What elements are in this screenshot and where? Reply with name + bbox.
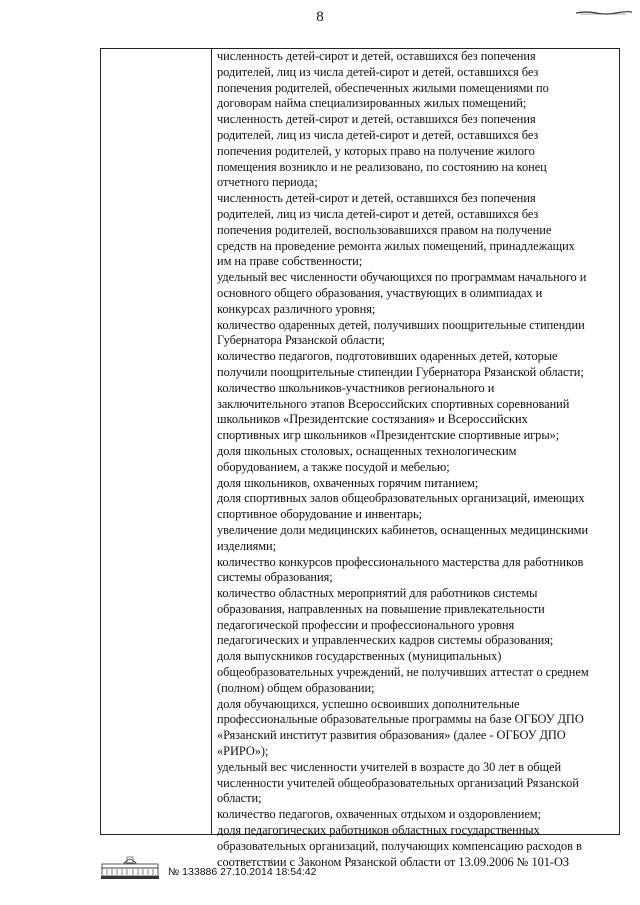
text-line: родителей, лиц из числа детей-сирот и детей, оставшихся без: [217, 127, 539, 142]
text-line: спортивных игр школьников «Президентские спортивные игры»;: [217, 428, 560, 443]
text-line: помещения возникло и не реализовано, по состоянию на конец: [217, 159, 547, 174]
text-line: педагогической профессии и профессионального уровня: [217, 617, 515, 632]
indicator-list: [217, 49, 615, 870]
text-line: количество педагогов, охваченных отдыхом и оздоровлением;: [217, 807, 541, 822]
table-column-divider: [211, 48, 212, 835]
text-line: школьников «Президентские состязания» и Всероссийских: [217, 412, 528, 427]
text-line: численности учителей общеобразовательных организаций Рязанской: [217, 775, 579, 790]
text-line: попечения родителей, обеспеченных жилыми помещениями по: [217, 80, 549, 95]
text-line: основного общего образования, участвующих в олимпиадах и: [217, 285, 543, 300]
text-line: доля спортивных залов общеобразовательных организаций, имеющих: [217, 491, 585, 506]
text-line: получили поощрительные стипендии Губернатора Рязанской области;: [217, 364, 584, 379]
text-line: удельный вес численности учителей в возрасте до 30 лет в общей: [217, 759, 562, 774]
text-line: средств на проведение ремонта жилых помещений, принадлежащих: [217, 238, 575, 253]
text-line: количество одаренных детей, получивших поощрительные стипендии: [217, 317, 585, 332]
building-seal-icon: [100, 855, 160, 881]
text-line: родителей, лиц из числа детей-сирот и детей, оставшихся без: [217, 206, 539, 221]
registration-stamp: № 133886 27.10.2014 18:54:42: [168, 866, 317, 878]
text-line: попечения родителей, воспользовавшихся правом на получение: [217, 222, 552, 237]
text-line: Губернатора Рязанской области;: [217, 333, 385, 348]
text-line: численность детей-сирот и детей, оставшихся без попечения: [217, 112, 536, 127]
text-line: численность детей-сирот и детей, оставшихся без попечения: [217, 191, 536, 206]
text-line: доля школьников, охваченных горячим питанием;: [217, 475, 479, 490]
corner-scribble-icon: [576, 10, 632, 16]
text-line: изделиями;: [217, 538, 277, 553]
text-line: заключительного этапов Всероссийских спортивных соревнований: [217, 396, 570, 411]
text-line: удельный вес численности обучающихся по программам начального и: [217, 270, 587, 285]
text-line: педагогических и управленческих кадров системы образования;: [217, 633, 554, 648]
text-line: количество школьников-участников регионального и: [217, 380, 495, 395]
text-line: образовательных организаций, получающих компенсацию расходов в: [217, 838, 582, 853]
text-line: доля педагогических работников областных государственных: [217, 823, 540, 838]
text-line: доля обучающихся, успешно освоивших дополнительные: [217, 696, 520, 711]
text-line: оборудованием, а также посудой и мебелью;: [217, 459, 450, 474]
text-line: общеобразовательных учреждений, не получивших аттестат о среднем: [217, 665, 589, 680]
text-line: системы образования;: [217, 570, 333, 585]
text-line: количество конкурсов профессионального мастерства для работников: [217, 554, 584, 569]
document-footer: [100, 855, 520, 895]
text-line: численность детей-сирот и детей, оставшихся без попечения: [217, 49, 536, 63]
text-line: соответствии с Законом Рязанской области от 13.09.2006 № 101-ОЗ: [217, 854, 570, 869]
text-line: количество педагогов, подготовивших одаренных детей, которые: [217, 349, 558, 364]
text-line: (полном) общем образовании;: [217, 680, 375, 695]
text-line: области;: [217, 791, 262, 806]
text-line: им на праве собственности;: [217, 254, 363, 269]
text-line: попечения родителей, у которых право на получение жилого: [217, 143, 535, 158]
text-line: доля выпускников государственных (муниципальных): [217, 649, 502, 664]
text-line: спортивное оборудование и инвентарь;: [217, 507, 422, 522]
text-line: образования, направленных на повышение привлекательности: [217, 601, 545, 616]
text-line: «Рязанский институт развития образования» (далее - ОГБОУ ДПО: [217, 728, 566, 743]
text-line: профессиональные образовательные программы на базе ОГБОУ ДПО: [217, 712, 584, 727]
page-number: 8: [316, 9, 324, 25]
text-line: отчетного периода;: [217, 175, 318, 190]
text-line: доля школьных столовых, оснащенных технологическим: [217, 443, 517, 458]
text-line: увеличение доли медицинских кабинетов, оснащенных медицинскими: [217, 522, 589, 537]
text-line: «РИРО»);: [217, 744, 269, 759]
text-line: количество областных мероприятий для работников системы: [217, 586, 538, 601]
text-line: родителей, лиц из числа детей-сирот и детей, оставшихся без: [217, 64, 539, 79]
text-line: конкурсах различного уровня;: [217, 301, 376, 316]
text-line: договорам найма специализированных жилых помещений;: [217, 96, 527, 111]
